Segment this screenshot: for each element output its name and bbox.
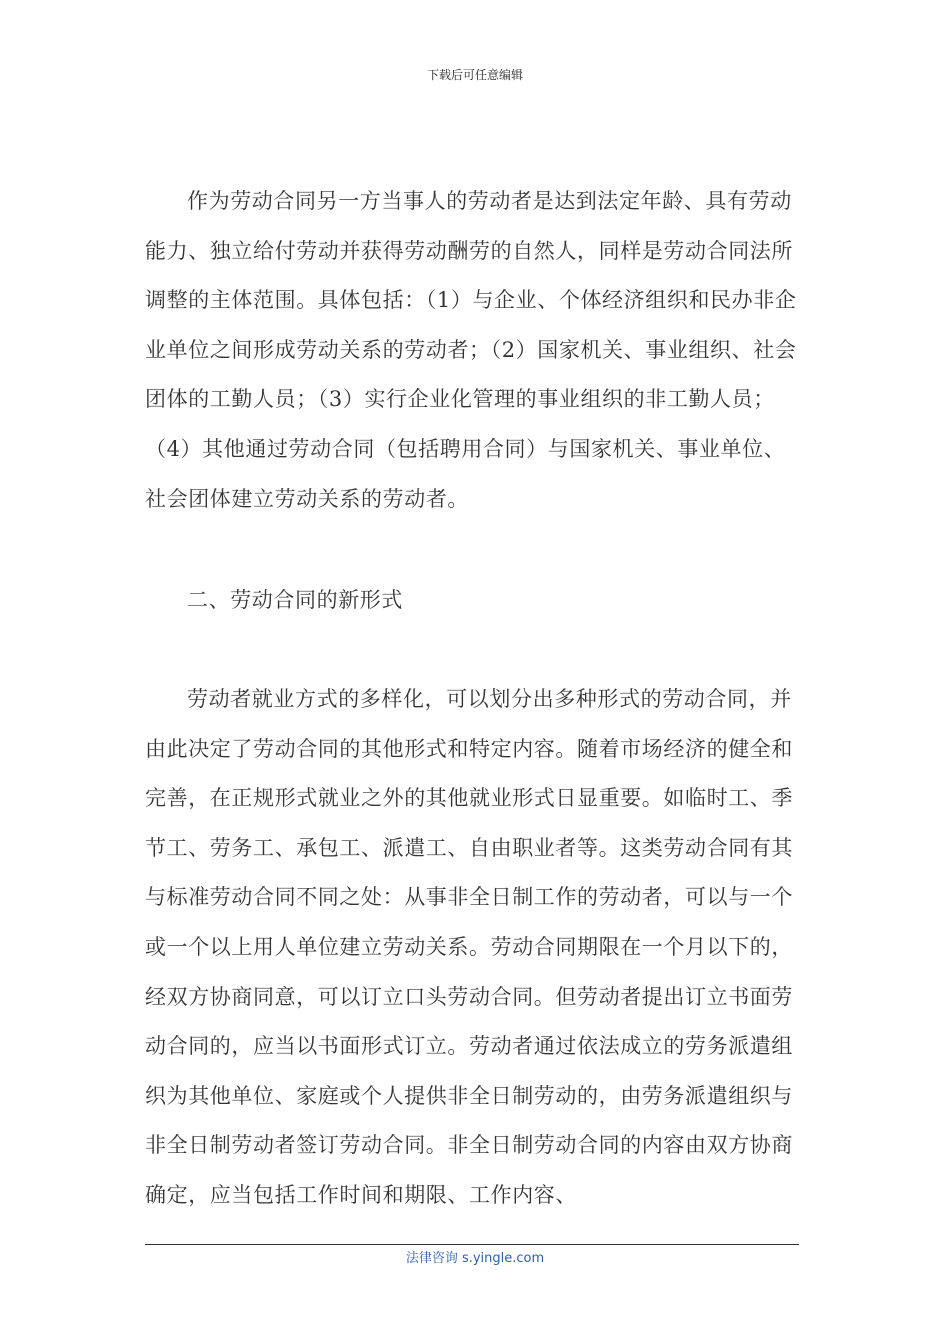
footer-link[interactable]: 法律咨询 s.yingle.com (405, 1251, 545, 1266)
paragraph-text: 劳动者就业方式的多样化，可以划分出多种形式的劳动合同，并由此决定了劳动合同的其他形式和特定内容。随着市场经济的健全和完善，在正规形式就业之外的其他就业形式日显重要。如临时工、季节工、劳务工、承包工、派遣工、自由职业者等。这类劳动合同有其与标准劳动合同不同之处：从事非全日制工作的劳动者，可以与一个或一个以上用人单位建立劳动关系。劳动合同期限在一个月以下的，经双方协商同意，可以订立口头劳动合同。但劳动者提出订立书面劳动合同的，应当以书面形式订立。劳动者通过依法成立的劳务派遣组织为其他单位、家庭或个人提供非全日制劳动的，由劳务派遣组织与非全日制劳动者签订劳动合同。非全日制劳动合同的内容由双方协商确定，应当包括工作时间和期限、工作内容、 (145, 687, 793, 1207)
paragraph-text: 作为劳动合同另一方当事人的劳动者是达到法定年龄、具有劳动能力、独立给付劳动并获得劳动酬劳的自然人，同样是劳动合同法所调整的主体范围。具体包括：（1）与企业、个体经济组织和民办非企业单位之间形成劳动关系的劳动者；（2）国家机关、事业组织、社会团体的工勤人员；（3）实行企业化管理的事业组织的非工勤人员；（4）其他通过劳动合同（包括聘用合同）与国家机关、事业单位、社会团体建立劳动关系的劳动者。 (145, 189, 797, 511)
page-header: 下载后可任意编辑 (426, 68, 523, 82)
section-heading-text: 二、劳动合同的新形式 (187, 588, 403, 612)
section-heading (145, 576, 805, 626)
body-paragraph-2 (145, 675, 805, 1221)
body-paragraph-1 (145, 177, 805, 524)
footer-divider (145, 1244, 799, 1245)
